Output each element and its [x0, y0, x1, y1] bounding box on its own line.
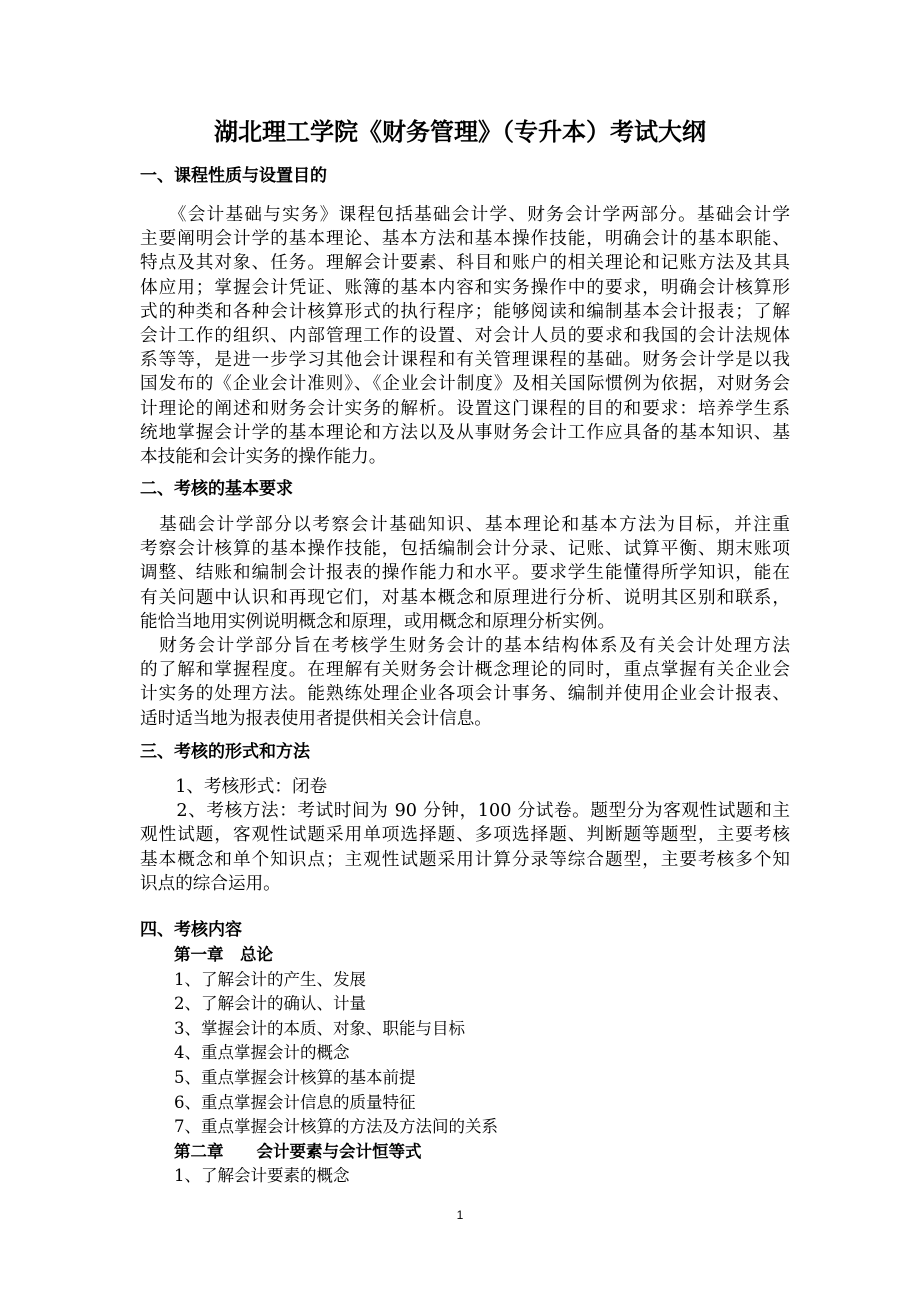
paragraph-course-nature: [140, 203, 790, 469]
document-title: 湖北理工学院《财务管理》（专升本）考试大纲: [214, 118, 706, 146]
section-heading-1: 一、课程性质与设置目的: [140, 166, 327, 186]
text-line: 特点及其对象、任务。理解会计要素、科目和账户的相关理论和记账方法及其具: [140, 253, 790, 274]
list-item: 5、重点掌握会计核算的基本前提: [174, 1067, 416, 1087]
list-item: 3、掌握会计的本质、对象、职能与目标: [174, 1018, 465, 1038]
exam-content-list: [174, 943, 824, 1189]
section-heading-4: 四、考核内容: [140, 920, 242, 940]
list-item: 1、了解会计的产生、发展: [174, 969, 366, 989]
text-line: 调整、结账和编制会计报表的操作能力和水平。要求学生能懂得所学知识，能在: [140, 563, 790, 584]
text-line: 的了解和掌握程度。在理解有关财务会计概念理论的同时，重点掌握有关企业会: [140, 660, 790, 681]
chapter-heading: 第一章 总论: [174, 945, 273, 964]
list-item: 4、重点掌握会计的概念: [174, 1043, 350, 1063]
text-line: 计实务的处理方法。能熟练处理企业各项会计事务、编制并使用企业会计报表、: [140, 684, 790, 705]
list-item: 6、重点掌握会计信息的质量特征: [174, 1092, 416, 1112]
text-line: 会计工作的组织、内部管理工作的设置、对会计人员的要求和我国的会计法规体: [140, 325, 790, 346]
text-line: 有关问题中认识和再现它们，对基本概念和原理进行分析、说明其区别和联系，: [140, 587, 790, 608]
chapter-heading: 第二章 会计要素与会计恒等式: [174, 1141, 422, 1161]
list-item: 7、重点掌握会计核算的方法及方法间的关系: [174, 1117, 498, 1137]
text-line: 国发布的《企业会计准则》、《企业会计制度》及相关国际惯例为依据，对财务会: [140, 374, 790, 395]
text-line: 2、考核方法：考试时间为 90 分钟，100 分试卷。题型分为客观性试题和主: [140, 801, 790, 822]
text-line: 《会计基础与实务》课程包括基础会计学、财务会计学两部分。基础会计学: [140, 205, 790, 225]
text-line: 系等等，是进一步学习其他会计课程和有关管理课程的基础。财务会计学是以我: [140, 350, 790, 371]
text-line: 识点的综合运用。: [140, 873, 281, 894]
list-item: 1、了解会计要素的概念: [174, 1166, 350, 1186]
text-line: 观性试题，客观性试题采用单项选择题、多项选择题、判断题等题型，主要考核: [140, 825, 790, 846]
text-line: 主要阐明会计学的基本理论、基本方法和基本操作技能，明确会计的基本职能、: [140, 229, 790, 250]
list-item: 2、了解会计的确认、计量: [174, 994, 366, 1014]
text-line: 财务会计学部分旨在考核学生财务会计的基本结构体系及有关会计处理方法: [140, 635, 790, 656]
text-line: 本技能和会计实务的操作能力。: [140, 446, 387, 467]
text-line: 基本概念和单个知识点；主观性试题采用计算分录等综合题型，主要考核多个知: [140, 849, 790, 870]
section-heading-3: 三、考核的形式和方法: [140, 742, 310, 762]
text-line: 计理论的阐述和财务会计实务的解析。设置这门课程的目的和要求：培养学生系: [140, 398, 790, 419]
section-heading-2: 二、考核的基本要求: [140, 479, 293, 499]
text-line: 1、考核形式：闭卷: [140, 777, 328, 797]
text-line: 考察会计核算的基本操作技能，包括编制会计分录、记账、试算平衡、期末账项: [140, 539, 790, 560]
text-line: 适时适当地为报表使用者提供相关会计信息。: [140, 708, 492, 729]
page-number: 1: [456, 1208, 464, 1222]
paragraph-exam-format: [140, 775, 790, 896]
text-line: 基础会计学部分以考察会计基础知识、基本理论和基本方法为目标，并注重: [140, 515, 790, 535]
text-line: 能恰当地用实例说明概念和原理，或用概念和原理分析实例。: [140, 611, 616, 632]
text-line: 式的种类和各种会计核算形式的执行程序；能够阅读和编制基本会计报表；了解: [140, 301, 790, 322]
paragraph-basic-requirements: [140, 513, 790, 731]
text-line: 体应用；掌握会计凭证、账簿的基本内容和实务操作中的要求，明确会计核算形: [140, 277, 790, 298]
text-line: 统地掌握会计学的基本理论和方法以及从事财务会计工作应具备的基本知识、基: [140, 422, 790, 443]
